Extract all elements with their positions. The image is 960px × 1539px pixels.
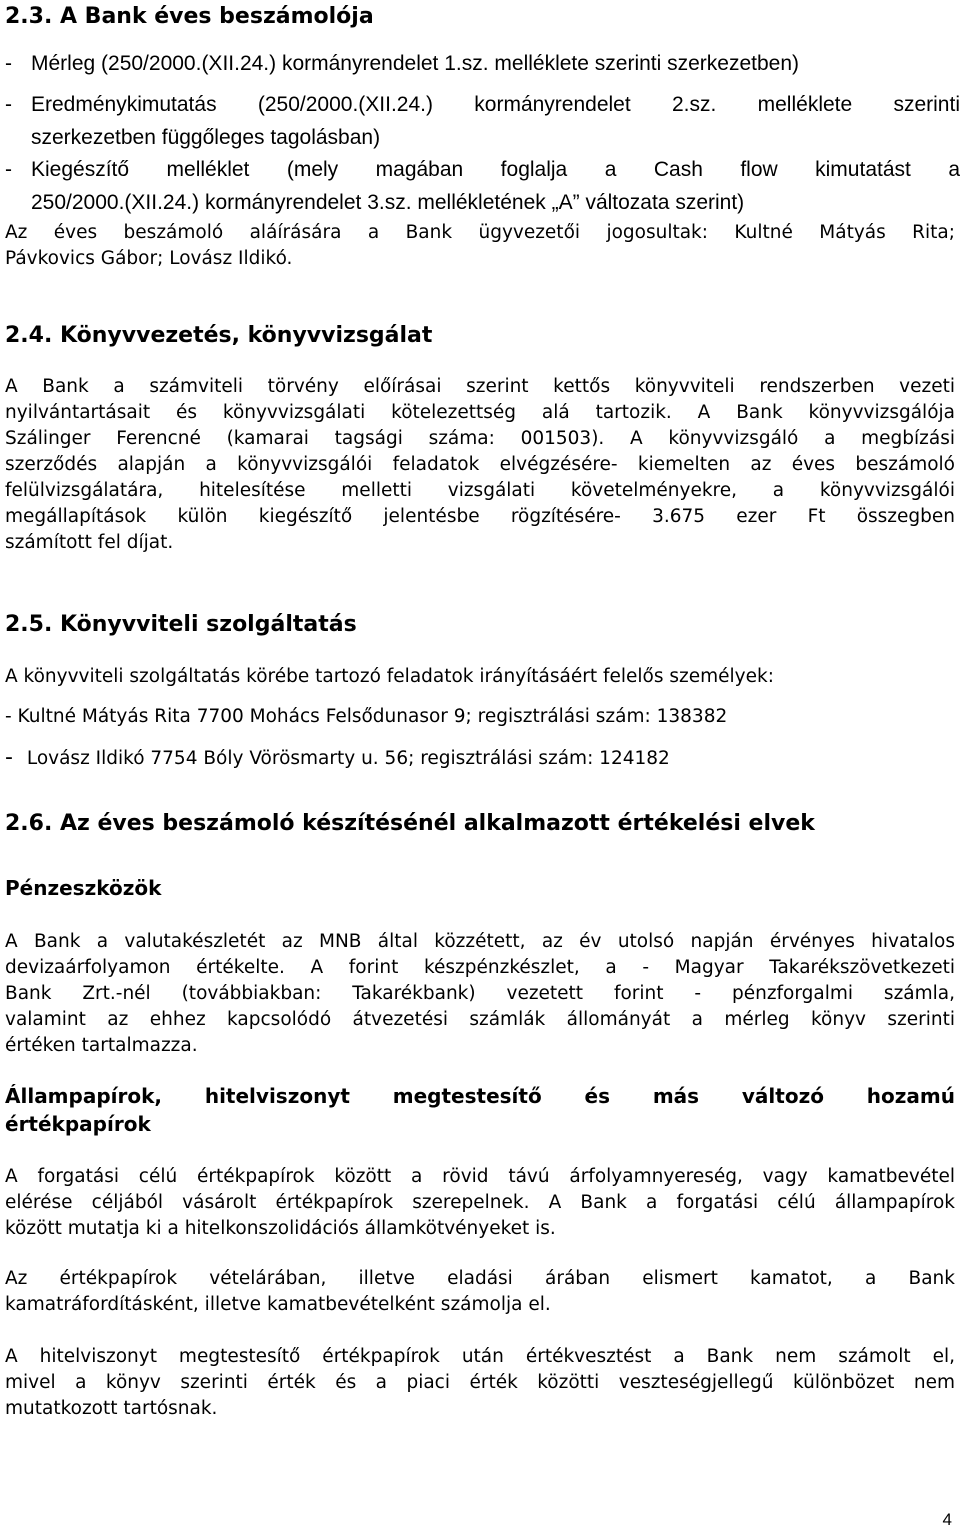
paragraph-line: Szálinger Ferencné (kamarai tagsági száma: 001503). A könyvvizsgáló a megbízási (5, 428, 955, 449)
securities-heading (5, 1082, 955, 1138)
list-dash: - (5, 745, 13, 770)
interest-paragraph (5, 1266, 955, 1318)
heading-line: értékpapírok (5, 1112, 151, 1136)
page-number: 4 (942, 1510, 952, 1529)
paragraph-line: Az éves beszámoló aláírására a Bank ügyvezetői jogosultak: Kultné Mátyás Rita; (5, 222, 955, 243)
list-item-supplementary-annex (5, 153, 960, 219)
paragraph-line: kamatráfordításként, illetve kamatbevételként számolja el. (5, 1294, 551, 1315)
paragraph-line: devizaárfolyamon értékelte. A forint készpénzkészlet, a - Magyar Takarékszövetkezeti (5, 957, 955, 978)
responsible-person-2 (5, 745, 670, 772)
section-2-4-title: 2.4. Könyvvezetés, könyvvizsgálat (5, 323, 433, 348)
list-item-text-line-2: szerkezetben függőleges tagolásban) (31, 126, 381, 149)
paragraph-line: Az értékpapírok vételárában, illetve eladási árában elismert kamatot, a Bank (5, 1268, 955, 1289)
signers-paragraph (5, 220, 955, 272)
cash-paragraph (5, 929, 955, 1059)
responsible-person-1: - Kultné Mátyás Rita 7700 Mohács Felsődunasor 9; regisztrálási szám: 138382 (5, 706, 728, 727)
list-item-balance-sheet (5, 47, 960, 80)
paragraph-line: mivel a könyv szerinti érték és a piaci érték közötti veszteségjellegű különbözet nem (5, 1372, 955, 1393)
list-item-income-statement (5, 88, 960, 154)
paragraph-line: mutatkozott tartósnak. (5, 1398, 218, 1419)
paragraph-line: elérése céljából vásárolt értékpapírok szerepelnek. A Bank a forgatási célú állampapírok (5, 1192, 955, 1213)
list-item-text-line-1: Kiegészítő melléklet (mely magában foglalja a Cash flow kimutatást a (31, 158, 960, 181)
paragraph-line: A hitelviszonyt megtestesítő értékpapírok után értékvesztést a Bank nem számolt el, (5, 1346, 955, 1367)
cash-heading: Pénzeszközök (5, 876, 162, 900)
paragraph-line: A Bank a számviteli törvény előírásai szerint kettős könyvviteli rendszerben vezeti (5, 376, 955, 397)
audit-paragraph (5, 374, 955, 556)
impairment-paragraph (5, 1344, 955, 1422)
paragraph-line: Pávkovics Gábor; Lovász Ildikó. (5, 248, 293, 269)
paragraph-line: között mutatja ki a hitelkonszolidációs államkötvényeket is. (5, 1218, 556, 1239)
section-2-5-title: 2.5. Könyvviteli szolgáltatás (5, 612, 357, 637)
section-2-6-title: 2.6. Az éves beszámoló készítésénél alkalmazott értékelési elvek (5, 811, 815, 836)
bookkeeping-intro: A könyvviteli szolgáltatás körébe tartozó feladatok irányításáért felelős személyek: (5, 666, 774, 687)
list-item-text-line-2: 250/2000.(XII.24.) kormányrendelet 3.sz. mellékletének „A” változata szerint) (31, 191, 745, 214)
paragraph-line: nyilvántartásait és könyvvizsgálati kötelezettség alá tartozik. A Bank könyvvizsgálója (5, 402, 955, 423)
list-item-text-line-1: Eredménykimutatás (250/2000.(XII.24.) kormányrendelet 2.sz. melléklete szerinti (31, 93, 960, 116)
heading-line: Állampapírok, hitelviszonyt megtestesítő és más változó hozamú (5, 1084, 955, 1108)
paragraph-line: számított fel díjat. (5, 532, 174, 553)
paragraph-line: valamint az ehhez kapcsolódó átvezetési számlák állományát a mérleg könyv szerinti (5, 1009, 955, 1030)
list-item-text: Mérleg (250/2000.(XII.24.) kormányrendelet 1.sz. melléklete szerinti szerkezetben) (31, 52, 800, 75)
section-2-3-title: 2.3. A Bank éves beszámolója (5, 4, 374, 29)
person-text: Lovász Ildikó 7754 Bóly Vörösmarty u. 56; regisztrálási szám: 124182 (26, 748, 670, 769)
paragraph-line: A forgatási célú értékpapírok között a rövid távú árfolyamnyereség, vagy kamatbevétel (5, 1166, 955, 1187)
paragraph-line: értéken tartalmazza. (5, 1035, 198, 1056)
list-dash: - (5, 158, 12, 181)
paragraph-line: megállapítások külön kiegészítő jelentésbe rögzítésére- 3.675 ezer Ft összegben (5, 506, 955, 527)
paragraph-line: felülvizsgálatára, hitelesítése melletti vizsgálati követelményekre, a könyvvizsgálói (5, 480, 955, 501)
list-dash: - (5, 52, 12, 75)
paragraph-line: szerződés alapján a könyvvizsgálói feladatok elvégzésére- kiemelten az éves beszámoló (5, 454, 955, 475)
paragraph-line: A Bank a valutakészletét az MNB által közzétett, az év utolsó napján érvényes hivatalos (5, 931, 955, 952)
trading-securities-paragraph (5, 1164, 955, 1242)
list-dash: - (5, 93, 12, 116)
paragraph-line: Bank Zrt.-nél (továbbiakban: Takarékbank) vezetett forint - pénzforgalmi számla, (5, 983, 955, 1004)
